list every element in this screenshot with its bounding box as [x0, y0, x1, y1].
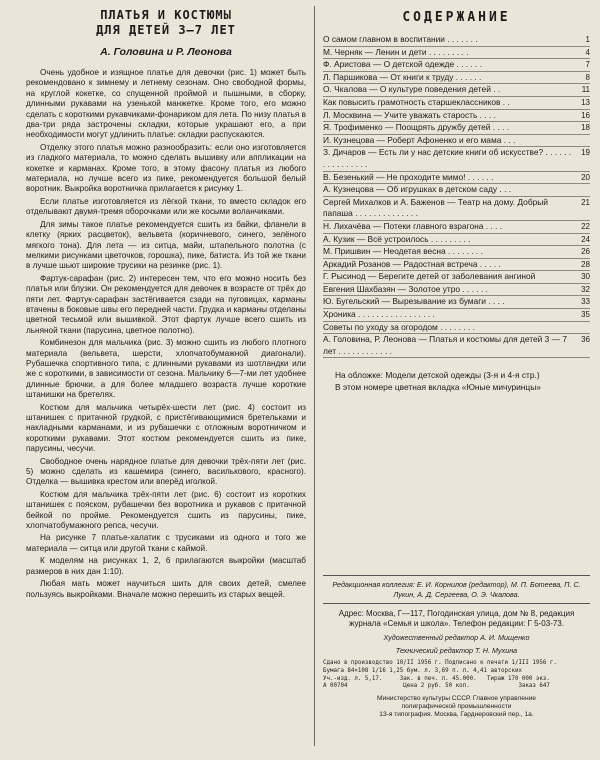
contents-item-page: 8	[585, 72, 590, 82]
article-paragraph: Комбинезон для мальчика (рис. 3) можно сшить из любого плотного материала (вельвета, шерсти, хлопчатобумажной диагонали). Рубашечка спортивного типа, с длинными рукавами из шотландки или же с короткими, в зависимости от сезона. Мальчику 6—7-ми лет удобнее длинные брючки, а для более младшего возраста лучше короткие штанишки на бретелях.	[26, 338, 306, 400]
contents-item	[323, 184, 590, 197]
article-paragraph: Костюм для мальчика трёх-пяти лет (рис. 6) состоит из коротких штанишек с пояском, рубашечки без воротника и рукавов с притачной бейкой по пройме. Рекомендуется сшить из парусины, пике, хлопчатобумажного репса, чесучи.	[26, 489, 306, 531]
printer-info	[323, 695, 590, 720]
cover-note	[323, 370, 590, 393]
ministry-line: полиграфической промышленности	[401, 702, 512, 710]
contents-item-title: В. Безенький — Не проходите мимо! . . . . . .	[323, 171, 494, 182]
contents-item-title: Сергей Михалков и А. Баженов — Театр на дому. Добрый папаша . . . . . . . . . . . . . .	[323, 196, 548, 219]
contents-item	[323, 309, 590, 322]
contents-item-page: 32	[581, 284, 590, 294]
contents-item	[323, 322, 590, 335]
contents-item	[323, 259, 590, 272]
contents-item-title: О самом главном в воспитании . . . . . . .	[323, 34, 478, 44]
contents-heading: СОДЕРЖАНИЕ	[402, 10, 511, 25]
article-paragraph: Фартук-сарафан (рис. 2) интересен тем, что его можно носить без платья или блузки. Он рекомендуется для девочек в возрасте от трёх до пяти лет. Фартук-сарафан застёгивается сзади на пуговицах, карманы втачены в боковые швы его передней части. Грудка и карманы отделаны цветной тесьмой или вышивкой. Этот фартук лучше всего сшить из льняной ткани (парусина, цветное полотно).	[26, 273, 306, 335]
imprint-block	[323, 575, 590, 719]
insert-note-line: В этом номере цветная вкладка «Юные мичуринцы»	[335, 382, 541, 393]
contents-item-title: Евгения Шахбазян — Золотое утро . . . . . .	[323, 283, 488, 294]
contents-item-title: М. Черняк — Ленин и дети . . . . . . . . .	[323, 46, 469, 57]
contents-item-title: А. Кузнецова — Об игрушках в детском саду . . .	[323, 184, 512, 195]
contents-item	[323, 34, 590, 47]
contents-item	[323, 284, 590, 297]
contents-item-page: 22	[581, 221, 590, 231]
contents-item-title: Аркадий Розанов — Радостная встреча . . . . .	[323, 258, 501, 269]
contents-item	[323, 172, 590, 185]
contents-item	[323, 246, 590, 259]
contents-item-title: Я. Трофименко — Поощрять дружбу детей . . . .	[323, 122, 510, 133]
article-paragraph: Костюм для мальчика четырёх-шести лет (рис. 4) состоит из штанишек с притачной грудкой, с пристёгивающимися бретельками и накладными карманами, и из рубашечки с отложным воротничком и короткими рукавами. Этот костюм рекомендуется сшить из пике, парусины, чесучи.	[26, 402, 306, 454]
article-title-line1: ПЛАТЬЯ И КОСТЮМЫ	[100, 8, 232, 22]
contents-item-title: И. Кузнецова — Роберт Афоненко и его мама . . .	[323, 134, 516, 145]
contents-item-page: 13	[581, 97, 590, 107]
contents-list	[323, 34, 590, 358]
article-title-line2: ДЛЯ ДЕТЕЙ 3—7 ЛЕТ	[96, 23, 236, 37]
article-paragraph: Отделку этого платья можно разнообразить: если оно изготовляется из гладкого материала, то можно сделать вышивку или аппликации на кокетке и карманах. Кроме того, в этому фасону платья из любого материала, но лучше всего из пике, рекомендуется большой белый воротник. Выкройка воротничка прилагается к рисунку 1.	[26, 142, 306, 194]
contents-item-page: 33	[581, 297, 590, 307]
contents-item-page: 28	[581, 259, 590, 269]
contents-item-page: 4	[585, 47, 590, 57]
contents-item-page: 21	[581, 197, 590, 207]
article-paragraph: Очень удобное и изящное платье для девочки (рис. 1) может быть рекомендовано к зимнему и летнему сезонам. Оно свободной формы, на круглой кокетке, со спущенной проймой и пышными, в сборку, длинными рукавами на узенькой манжетке. Кроме того, его можно сделать с короткими рукавчиками-фонариком для лета. По низу платья в два-три ряда застрочены складки, которые украшают его, а при необходимости могут удлинить платье: складки распускаются.	[26, 68, 306, 140]
contents-item-page: 35	[581, 310, 590, 320]
contents-item	[323, 110, 590, 123]
contents-item-title: Хроника . . . . . . . . . . . . . . . . .	[323, 309, 435, 320]
article-column	[26, 8, 306, 602]
contents-item-title: Как повысить грамотность старшеклассников . .	[323, 96, 510, 107]
article-paragraph: Для зимы такое платье рекомендуется сшить из байки, фланели в клетку (яркиx расцветок), вельвета (коричневого, синего, зелёного мягкого тона). Для лета — из ситца, майи, штапельного полотна (с мелкими рисунками цветочков, горошка), пике, батиста. Из той же ткани в лучше шьют широкие трусики на резинке (рис. 1).	[26, 219, 306, 271]
print-line: Уч.-изд. л. 5,17. Зак. в печ. л. 45.000. Тираж 170 000 экз.	[323, 675, 550, 682]
art-editor-credit: Художественный редактор А. И. Мищенко	[383, 633, 530, 643]
contents-item-title: М. Пришвин — Неодетая весна . . . . . . . .	[323, 246, 483, 257]
contents-item-page: 7	[585, 60, 590, 70]
article-paragraph: К моделям на рисунках 1, 2, 6 прилагаются выкройки (масштаб размеров в них дан 1:10).	[26, 556, 306, 576]
contents-item-title: А. Головина, Р. Леонова — Платья и костюмы для детей 3 — 7 лет . . . . . . . . . . . .	[323, 334, 568, 356]
contents-item	[323, 122, 590, 135]
print-details	[323, 660, 590, 690]
contents-item-page: 19	[581, 148, 590, 158]
contents-item-page: 11	[581, 85, 590, 95]
contents-item-page: 18	[581, 123, 590, 133]
cover-note-line: На обложке: Модели детской одежды (3-я и 4-я стр.)	[335, 370, 540, 381]
contents-item-page: 30	[581, 272, 590, 282]
contents-item-page: 1	[585, 35, 590, 44]
imprint-rule-middle	[323, 603, 590, 604]
contents-item-page: 20	[581, 172, 590, 182]
contents-item	[323, 59, 590, 72]
contents-item-title: Г. Рысинод — Берегите детей от заболевания ангиной	[323, 271, 536, 282]
article-paragraph: Свободное очень нарядное платье для девочки трёх-пяти лет (рис. 5) можно сделать из кашемира (синего, василькового, красного). Отделка — вышивка крестом или вперёд иголкой.	[26, 456, 306, 487]
contents-item-title: Л. Москвина — Учите уважать старость . . . .	[323, 109, 496, 120]
contents-item-title: Советы по уходу за огородом . . . . . . . .	[323, 321, 475, 332]
article-body	[26, 68, 306, 600]
print-line: Бумага 84×108 1/16 1,25 бум. л. 3,69 п. л. 4,41 авторских	[323, 668, 522, 674]
article-paragraph: Любая мать может научиться шить для своих детей, смелее пользуясь выкройками. Вначале можно перешить из старых вещей.	[26, 579, 306, 599]
contents-item	[323, 271, 590, 284]
contents-item-title: Н. Лихачёва — Потеки главного взрагона . . . .	[323, 220, 503, 231]
contents-column	[323, 10, 590, 394]
contents-item	[323, 334, 590, 358]
contents-item-title: Ф. Аристова — О детской одежде . . . . . .	[323, 59, 483, 70]
contents-item	[323, 147, 590, 171]
contents-item-page: 36	[581, 335, 590, 345]
contents-item-page: 26	[581, 247, 590, 257]
contents-item	[323, 97, 590, 110]
contents-item-title: О. Чкалова — О культуре поведения детей . .	[323, 84, 501, 95]
contents-item	[323, 135, 590, 148]
contents-item-title: Л. Паршикова — От книги к труду . . . . . .	[323, 71, 482, 82]
contents-item-title: А. Кузик — Всё устроилось . . . . . . . . .	[323, 233, 471, 244]
imprint-rule-top	[323, 575, 590, 576]
article-title	[26, 8, 306, 38]
contents-item	[323, 72, 590, 85]
contents-item	[323, 296, 590, 309]
ministry-line: 13-я типография. Москва, Гарднеровский пер., 1а.	[379, 711, 534, 719]
editorial-board: Редакционная коллегия: Е. И. Корнилов (редактор), М. П. Ботеева, П. С. Лукин, А. Д. Сергеева, О. Э. Чкалова.	[332, 580, 581, 599]
contents-item	[323, 221, 590, 234]
print-line: А 00704 Цена 2 руб. 50 коп. Заказ 647	[323, 683, 550, 690]
article-authors: А. Головина и Р. Леонова	[100, 46, 232, 58]
contents-item	[323, 234, 590, 247]
column-divider	[314, 6, 315, 746]
contents-item-title: З. Дичаров — Есть ли у нас детские книги об искусстве? . . . . . . . . . . . . . . . .	[323, 147, 572, 169]
contents-item-page: 24	[581, 234, 590, 244]
ministry-line: Министерство культуры СССР. Главное управление	[377, 694, 536, 702]
article-paragraph: Если платье изготовляется из лёгкой ткани, то вместо складок его отделывают двумя-тремя оборочками или же косыми воланчиками.	[26, 196, 306, 217]
editorial-address: Адрес: Москва, Г—117, Погодинская улица, дом № 8, редакция журнала «Семья и школа». Телефон редакции: Г 5-03-73.	[338, 609, 575, 629]
print-line: Сдано в производство 10/II 1956 г. Подписано к печати 1/III 1956 г.	[323, 660, 557, 667]
tech-editor-credit: Технический редактор Т. Н. Мухина	[395, 646, 518, 656]
article-paragraph: На рисунке 7 платье-халатик с трусиками из одного и того же материала — ситца или другой ткани с каймой.	[26, 533, 306, 553]
contents-item	[323, 47, 590, 60]
contents-item-page: 16	[581, 110, 590, 120]
contents-item	[323, 197, 590, 221]
contents-item-title: Ю. Бугельский — Вырезывание из бумаги . . . .	[323, 296, 505, 307]
contents-item	[323, 84, 590, 97]
